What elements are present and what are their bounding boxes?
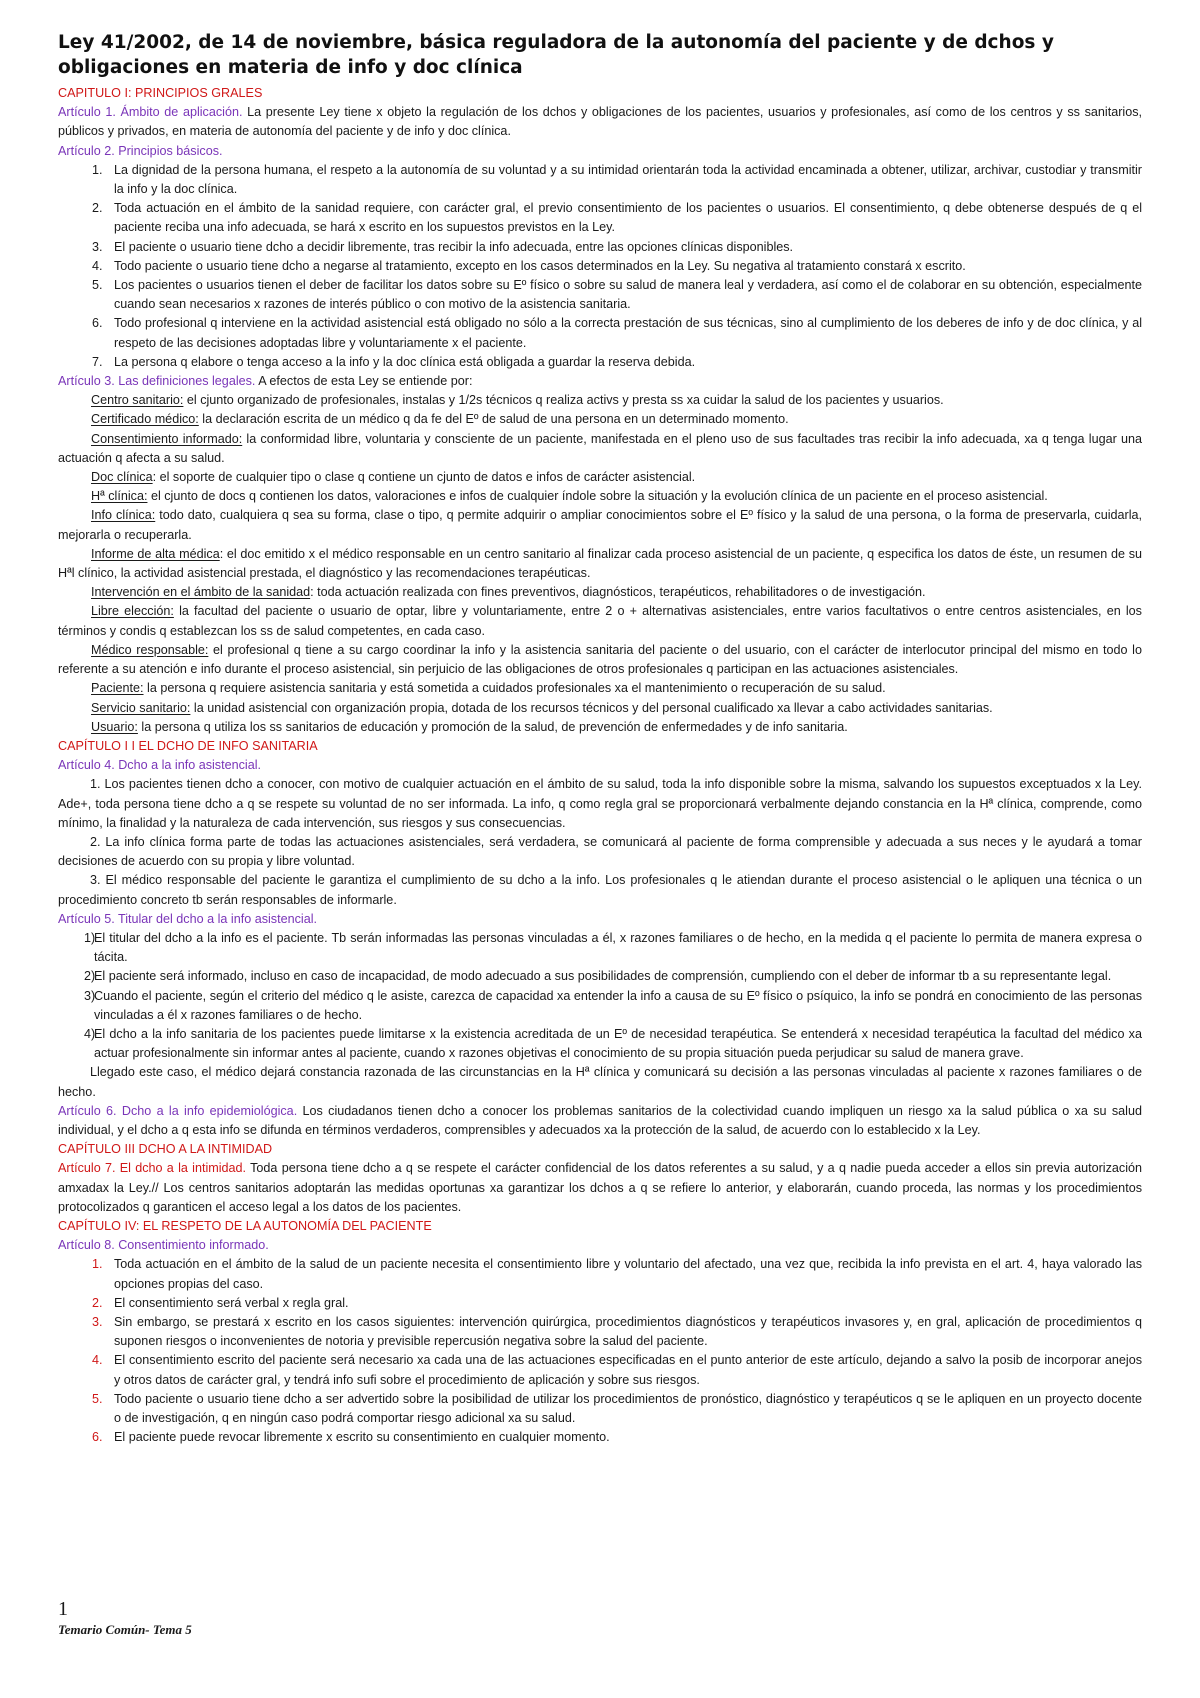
list-item: 4) El dcho a la info sanitaria de los pacientes puede limitarse x la existencia acreditada de un Eº de necesidad terapéutica. Se entenderá x necesidad terapéutica la facultad del médico xa actuar profesionalmente sin informar antes al paciente, cuando x razones objetivas el conocimiento de su propia situación pueda perjudicar su salud de manera grave. [84,1026,1142,1061]
list-item: 7. La persona q elabore o tenga acceso a la info y la doc clínica está obligada a guardar la reserva debida. [92,354,696,369]
list-item: 4. El consentimiento escrito del paciente será necesario xa cada una de las actuaciones especificadas en el punto anterior de este artículo, dejando a salvo la posib de incorporar anejos y otros datos de carácter gral, y tendrá info sufi sobre el procedimiento de aplicación y sobre sus riesgos. [92,1353,1142,1387]
article-1-heading: Artículo 1. Ámbito de aplicación. [58,105,243,120]
document-page [58,30,1142,1447]
article-7-heading: Artículo 7. El dcho a la intimidad. [58,1161,247,1176]
list-item: 6. El paciente puede revocar libremente x escrito su consentimiento en cualquier momento. [92,1430,610,1445]
list-item: 1. La dignidad de la persona humana, el respeto a la autonomía de su voluntad y a su intimidad orientarán toda la actividad encaminada a obtener, utilizar, archivar, custodiar y transmitir la info y la doc clínica. [92,162,1142,197]
article-2-heading: Artículo 2. Principios básicos. [58,143,223,158]
definition: Hª clínica: el cjunto de docs q contienen los datos, valoraciones e infos de cualquier índole sobre la situación y la evolución clínica de un paciente en el proceso asistencial. [91,489,1048,504]
article-3: Artículo 3. Las definiciones legales. A efectos de esta Ley se entiende por: [58,374,473,389]
list-item: 6. Todo profesional q interviene en la actividad asistencial está obligado no sólo a la correcta prestación de sus técnicas, sino al cumplimiento de los deberes de info y de doc clínica, y al respeto de las decisiones adoptadas libre y voluntariamente x el paciente. [92,316,1142,350]
list-item: 2) El paciente será informado, incluso en caso de incapacidad, de modo adecuado a sus posibilidades de comprensión, cumpliendo con el deber de informar tb a su representante legal. [84,969,1112,984]
list-item: 5. Todo paciente o usuario tiene dcho a ser advertido sobre la posibilidad de utilizar los procedimientos de pronóstico, diagnóstico y terapéuticos q se le apliquen en un proyecto docente o de investigación, q en ningún caso podrá comportar riesgo adicional xa su salud. [92,1391,1142,1426]
definition: Libre elección: la facultad del paciente o usuario de optar, libre y voluntariamente, entre 2 o + alternativas asistenciales, entre varios facultativos o entre centros asistenciales, en los términos y condis q establezcan los ss de salud competentes, en cada caso. [58,604,1142,638]
chapter-3-heading: CAPÍTULO III DCHO A LA INTIMIDAD [58,1142,273,1157]
list-item: 3) Cuando el paciente, según el criterio del médico q le asiste, carezca de capacidad xa entender la info a causa de su Eº físico o psíquico, la info se pondrá en conocimiento de las personas vinculadas a él x razones familiares o de hecho. [84,988,1142,1022]
definition: Paciente: la persona q requiere asistencia sanitaria y está sometida a cuidados profesionales xa el mantenimiento o recuperación de su salud. [91,681,886,696]
article-5-heading: Artículo 5. Titular del dcho a la info asistencial. [58,911,318,926]
definition: Certificado médico: la declaración escrita de un médico q da fe del Eº de salud de una persona en un determinado momento. [91,412,789,427]
definition: Intervención en el ámbito de la sanidad: toda actuación realizada con fines preventivos, diagnósticos, terapéuticos, rehabilitadores o de investigación. [91,585,926,600]
article-1 [58,103,1142,141]
list-item: 2. Toda actuación en el ámbito de la sanidad requiere, con carácter gral, el previo consentimiento de los pacientes o usuarios. El consentimiento, q debe obtenerse después de q el paciente reciba una info adecuada, se hará x escrito en los supuestos previstos en la Ley. [92,201,1142,235]
document-title: Ley 41/2002, de 14 de noviembre, básica reguladora de la autonomía del paciente y de dchos y obligaciones en materia de info y doc clínica [58,32,1054,78]
definition: Consentimiento informado: la conformidad libre, voluntaria y consciente de un paciente, manifestada en el pleno uso de sus facultades tras recibir la info adecuada, xa q tenga lugar una actuación q afecta a su salud. [58,431,1142,465]
list-item: 2. El consentimiento será verbal x regla gral. [92,1295,349,1310]
definition: Info clínica: todo dato, cualquiera q sea su forma, clase o tipo, q permite adquirir o ampliar conocimientos sobre el Eº físico y la salud de una persona, o la forma de preservarla, cuidarla, mejorarla o recuperarla. [58,508,1143,542]
article-4-paragraph: 1. Los pacientes tienen dcho a conocer, con motivo de cualquier actuación en el ámbito de su salud, toda la info disponible sobre la misma, salvando los supuestos exceptuados x la Ley. Ade+, toda persona tiene dcho a q se respete su voluntad de no ser informada. La info, q como regla gral se proporcionará verbalmente dejando constancia en la Hª clínica, comprende, como mínimo, la finalidad y la naturaleza de cada intervención, sus riesgos y sus consecuencias. [58,777,1142,830]
definition: Médico responsable: el profesional q tiene a su cargo coordinar la info y la asistencia sanitaria del paciente o del usuario, con el carácter de interlocutor principal del mismo en todo lo referente a su atención e info durante el proceso asistencial, sin perjuicio de las obligaciones de otros profesionales q participan en las actuaciones asistenciales. [58,642,1142,677]
article-8-list [58,1255,1142,1447]
article-8-heading: Artículo 8. Consentimiento informado. [58,1238,269,1253]
page-number: 1 [58,1598,68,1620]
article-4-paragraph: 3. El médico responsable del paciente le garantiza el cumplimiento de su dcho a la info. Los profesionales q le atiendan durante el proceso asistencial o le apliquen una técnica o un procedimiento concreto tb serán responsables de informarle. [58,873,1142,907]
chapter-2-heading: CAPÍTULO I I EL DCHO DE INFO SANITARIA [58,738,318,753]
chapter-4-heading: CAPÍTULO IV: EL RESPETO DE LA AUTONOMÍA DEL PACIENTE [58,1218,432,1233]
page-footer: Temario Común- Tema 5 [58,1622,192,1637]
definition: Doc clínica: el soporte de cualquier tipo o clase q contiene un cjunto de datos e infos de carácter asistencial. [91,470,696,485]
definition: Informe de alta médica: el doc emitido x el médico responsable en un centro sanitario al finalizar cada proceso asistencial de un paciente, q especifica los datos de éste, un resumen de su Hªl clínico, la actividad asistencial prestada, el diagnóstico y las recomendaciones terapéuticas. [58,546,1142,581]
article-3-heading: Artículo 3. Las definiciones legales. [58,374,256,389]
article-5-closing: Llegado este caso, el médico dejará constancia razonada de las circunstancias en la Hª clínica y comunicará su decisión a las personas vinculadas al paciente x razones familiares o de hecho. [58,1065,1142,1099]
article-7: Artículo 7. El dcho a la intimidad. Toda persona tiene dcho a q se respete el carácter confidencial de los datos referentes a su salud, y a q nadie pueda acceder a ellos sin previa autorización amxadax la Ley.// Los centros sanitarios adoptarán las medidas oportunas xa garantizar los dchos a q se refiere lo anterior, y elaborarán, cuando proceda, las normas y los procedimientos protocolizados q garanticen el acceso legal a los datos de los pacientes. [58,1161,1143,1214]
article-4-heading: Artículo 4. Dcho a la info asistencial. [58,758,262,773]
list-item: 3. El paciente o usuario tiene dcho a decidir libremente, tras recibir la info adecuada, entre las opciones clínicas disponibles. [92,239,794,254]
chapter-1-heading: CAPITULO I: PRINCIPIOS GRALES [58,86,263,100]
list-item: 3. Sin embargo, se prestará x escrito en los casos siguientes: intervención quirúrgica, procedimientos diagnósticos y terapéuticos invasores y, en gral, aplicación de procedimientos q suponen riesgos o inconvenientes de notoria y previsible repercusión negativa sobre la salud del paciente. [92,1315,1142,1349]
list-item: 5. Los pacientes o usuarios tienen el deber de facilitar los datos sobre su Eº físico o sobre su salud de manera leal y verdadera, así como el de colaborar en su obtención, especialmente cuando sean necesarios x razones de interés público o con motivo de la asistencia sanitaria. [92,278,1142,312]
document-body [58,84,1142,1447]
article-2-list [58,161,1142,372]
article-6-heading: Artículo 6. Dcho a la info epidemiológica. [58,1103,298,1118]
article-1-text: La presente Ley tiene x objeto la regulación de los dchos y obligaciones de los pacientes, usuarios y profesionales, así como de los centros y ss sanitarios, públicos y privados, en materia de autonomía del paciente y de info y doc clínica. [58,105,1142,139]
definition: Usuario: la persona q utiliza los ss sanitarios de educación y promoción de la salud, de prevención de enfermedades y de info sanitaria. [91,719,848,734]
definition: Centro sanitario: el cjunto organizado de profesionales, instalas y 1/2s técnicos q realiza activs y presta ss xa cuidar la salud de los pacientes y usuarios. [91,393,944,408]
article-5-list [58,929,1142,1063]
list-item: 4. Todo paciente o usuario tiene dcho a negarse al tratamiento, excepto en los casos determinados en la Ley. Su negativa al tratamiento constará x escrito. [92,258,966,273]
list-item: 1. Toda actuación en el ámbito de la salud de un paciente necesita el consentimiento libre y voluntario del afectado, una vez que, recibida la info prevista en el art. 4, haya valorado las opciones propias del caso. [92,1257,1142,1291]
article-4-paragraph: 2. La info clínica forma parte de todas las actuaciones asistenciales, será verdadera, se comunicará al paciente de forma comprensible y adecuada a sus neces y le ayudará a tomar decisiones de acuerdo con su propia y libre voluntad. [58,834,1142,869]
definition: Servicio sanitario: la unidad asistencial con organización propia, dotada de los recursos técnicos y del personal cualificado xa llevar a cabo actividades sanitarias. [91,700,993,715]
article-6: Artículo 6. Dcho a la info epidemiológica. Los ciudadanos tienen dcho a conocer los problemas sanitarios de la colectividad cuando impliquen un riesgo xa la salud pública o xa su salud individual, y el dcho a q esta info se difunda en términos verdaderos, comprensibles y adecuados xa la protección de la salud, de acuerdo con lo establecido x la Ley. [58,1103,1142,1137]
list-item: 1) El titular del dcho a la info es el paciente. Tb serán informadas las personas vinculadas a él, x razones familiares o de hecho, en la medida q el paciente lo permita de manera expresa o tácita. [84,930,1142,965]
